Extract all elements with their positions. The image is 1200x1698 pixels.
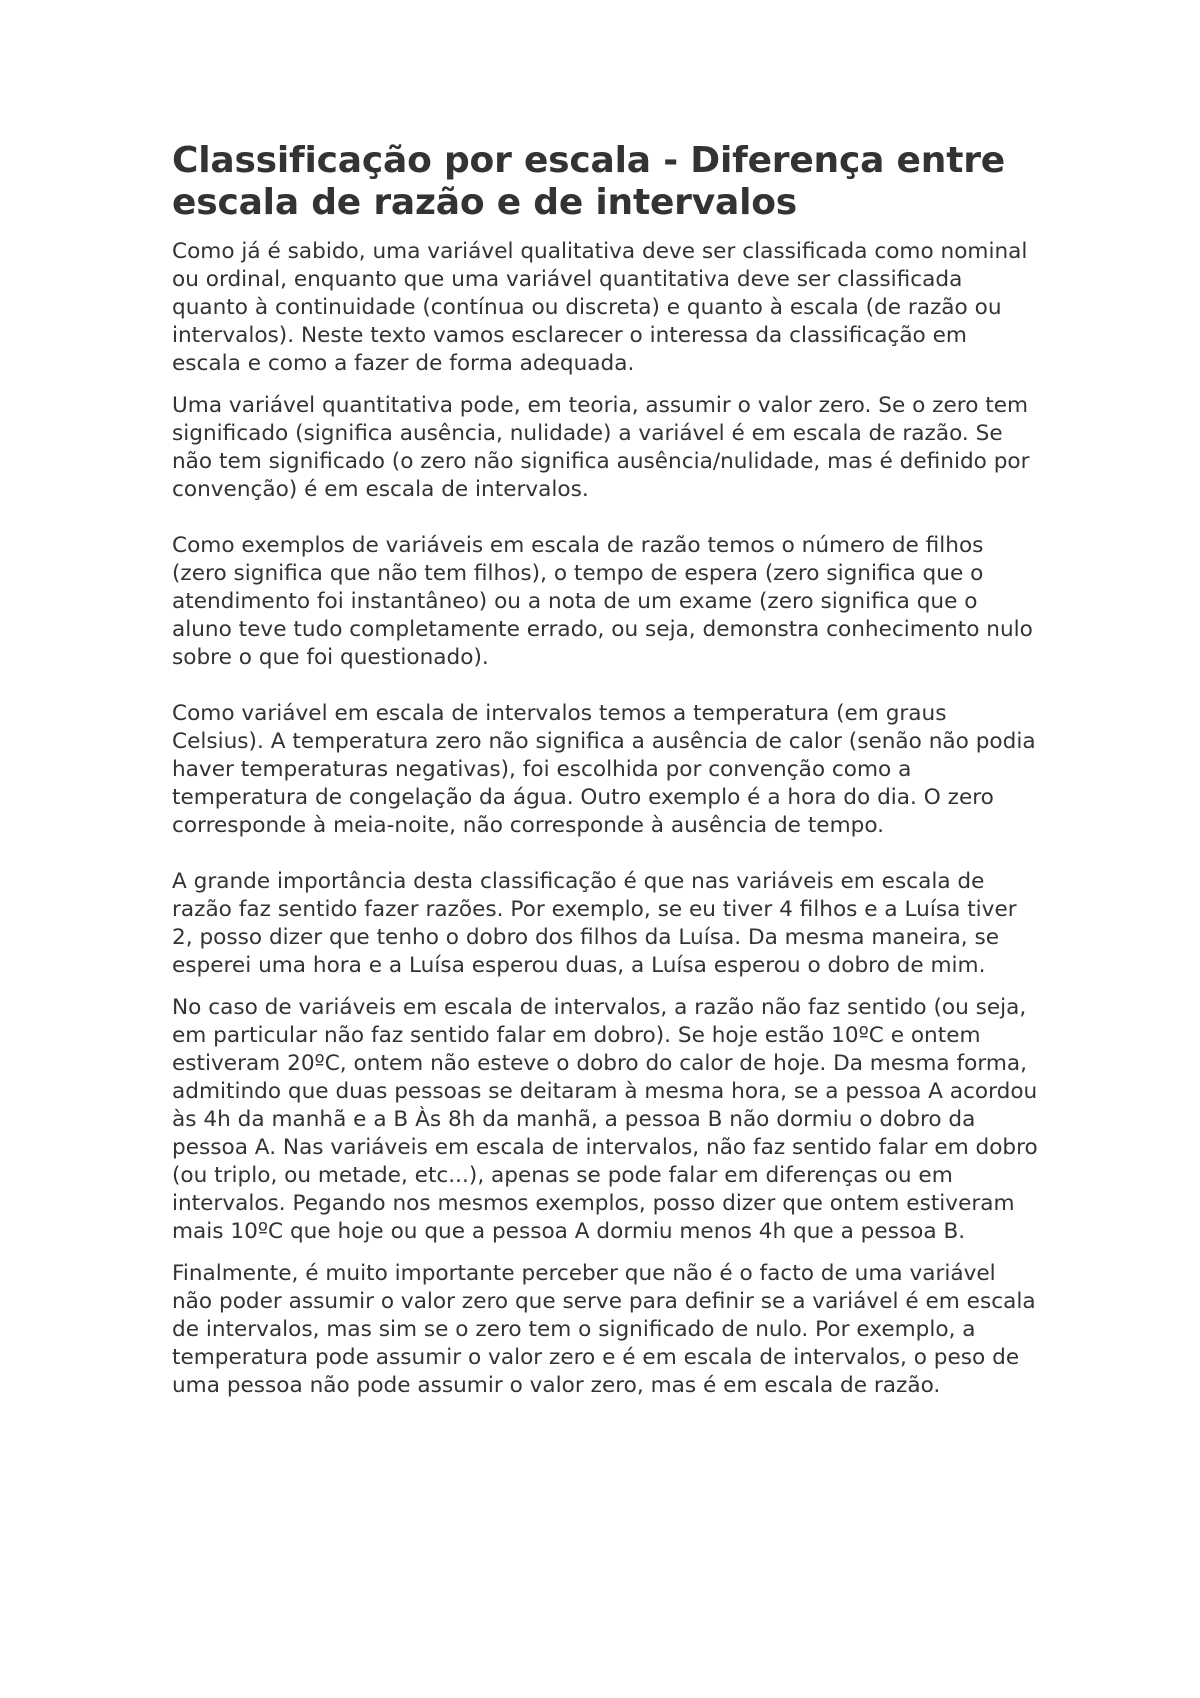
paragraph-definition: Uma variável quantitativa pode, em teoria, assumir o valor zero. Se o zero tem significado (significa ausência, nulidade) a variável é em escala de razão. Se não tem significado (o zero não significa ausência/nulidade, mas é definido por convenção) é em escala de intervalos. — [172, 393, 1030, 502]
paragraph-spacer — [172, 980, 1042, 994]
paragraph-spacer — [172, 504, 1042, 532]
paragraph-importance: A grande importância desta classificação é que nas variáveis em escala de razão faz sentido fazer razões. Por exemplo, se eu tiver 4 filhos e a Luísa tiver 2, posso dizer que tenho o dobro dos filhos da Luísa. Da mesma maneira, se esperei uma hora e a Luísa esperou duas, a Luísa esperou o dobro de mim. — [172, 869, 1017, 978]
paragraph-spacer — [172, 672, 1042, 700]
paragraph-ratio-examples: Como exemplos de variáveis em escala de razão temos o número de filhos (zero significa que não tem filhos), o tempo de espera (zero significa que o atendimento foi instantâneo) ou a nota de um exame (zero significa que o aluno teve tudo completamente errado, ou seja, demonstra conhecimento nulo sobre o que foi questionado). — [172, 533, 1033, 670]
document-body — [172, 140, 1042, 1400]
paragraph-spacer — [172, 378, 1042, 392]
document-title: Classificação por escala - Diferença entre escala de razão e de intervalos — [172, 140, 1005, 223]
paragraph-spacer — [172, 840, 1042, 868]
paragraph-intro: Como já é sabido, uma variável qualitativa deve ser classificada como nominal ou ordinal, enquanto que uma variável quantitativa deve ser classificada quanto à continuidade (contínua ou discreta) e quanto à escala (de razão ou intervalos). Neste texto vamos esclarecer o interessa da classificação em escala e como a fazer de forma adequada. — [172, 239, 1028, 376]
paragraph-spacer — [172, 1246, 1042, 1260]
paragraph-interval-case: No caso de variáveis em escala de intervalos, a razão não faz sentido (ou seja, em particular não faz sentido falar em dobro). Se hoje estão 10ºC e ontem estiveram 20ºC, ontem não esteve o dobro do calor de hoje. Da mesma forma, admitindo que duas pessoas se deitaram à mesma hora, se a pessoa A acordou às 4h da manhã e a B Às 8h da manhã, a pessoa B não dormiu o dobro da pessoa A. Nas variáveis em escala de intervalos, não faz sentido falar em dobro (ou triplo, ou metade, etc...), apenas se pode falar em diferenças ou em intervalos. Pegando nos mesmos exemplos, posso dizer que ontem estiveram mais 10ºC que hoje ou que a pessoa A dormiu menos 4h que a pessoa B. — [172, 995, 1038, 1244]
paragraph-conclusion: Finalmente, é muito importante perceber que não é o facto de uma variável não poder assumir o valor zero que serve para definir se a variável é em escala de intervalos, mas sim se o zero tem o significado de nulo. Por exemplo, a temperatura pode assumir o valor zero e é em escala de intervalos, o peso de uma pessoa não pode assumir o valor zero, mas é em escala de razão. — [172, 1261, 1036, 1398]
paragraph-interval-examples: Como variável em escala de intervalos temos a temperatura (em graus Celsius). A temperatura zero não significa a ausência de calor (senão não podia haver temperaturas negativas), foi escolhida por convenção como a temperatura de congelação da água. Outro exemplo é a hora do dia. O zero corresponde à meia-noite, não corresponde à ausência de tempo. — [172, 701, 1036, 838]
